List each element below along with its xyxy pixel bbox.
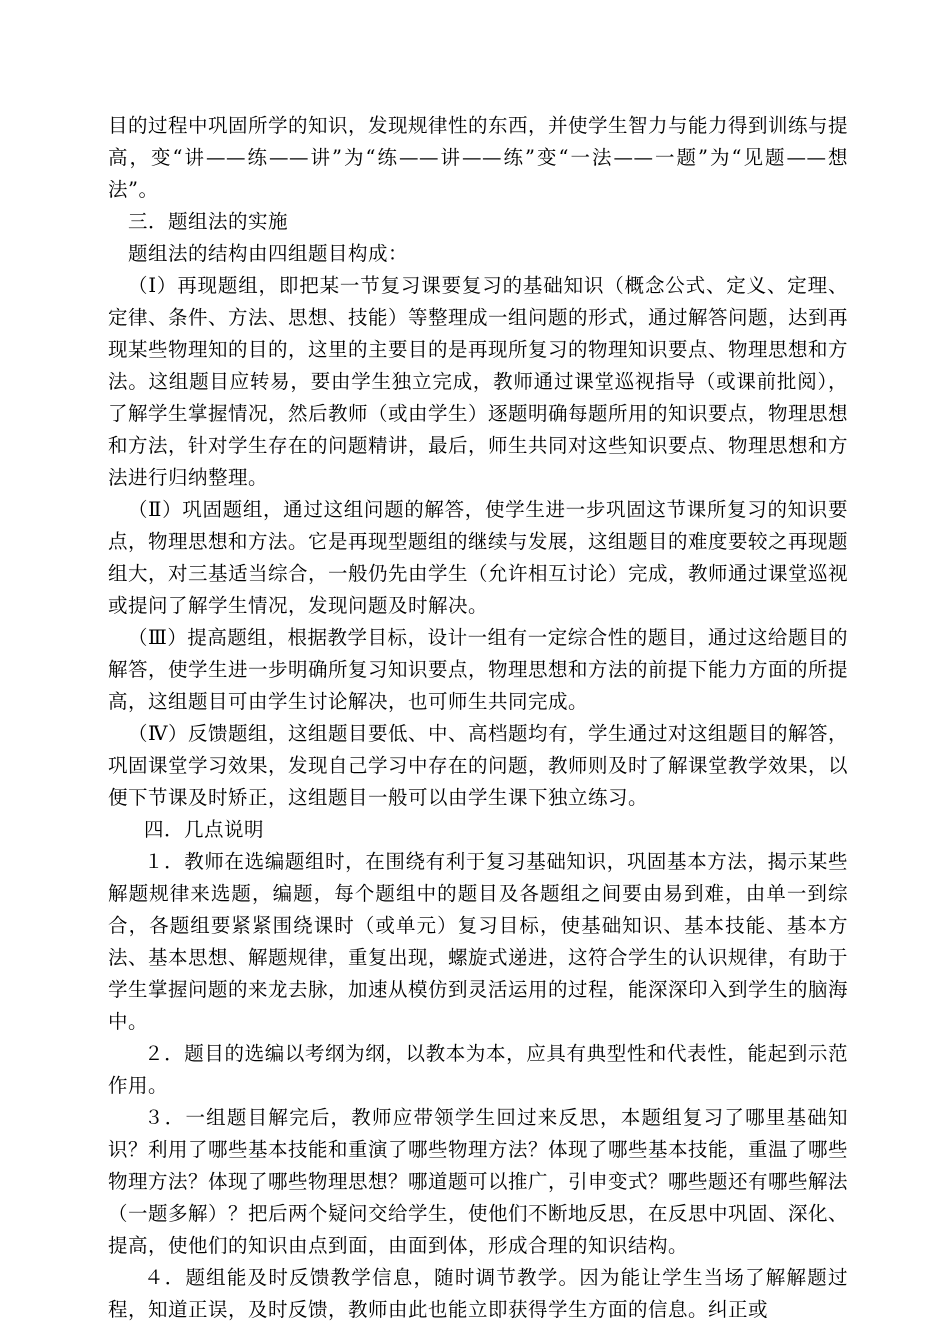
- paragraph-group-3: （Ⅲ）提高题组，根据教学目标，设计一组有一定综合性的题目，通过这给题目的解答，使学生进一步明确所复习知识要点，物理思想和方法的前提下能力方面的所提高，这组题目可由学生讨论解决，也可师生共同完成。: [108, 626, 849, 713]
- section-heading-implementation: 三．题组法的实施: [128, 210, 289, 233]
- section-heading-notes: 四．几点说明: [144, 818, 265, 841]
- document-body: [108, 110, 848, 1326]
- note-item-3: ３．一组题目解完后，教师应带领学生回过来反思，本题组复习了哪里基础知识？利用了哪些基本技能和重演了哪些物理方法？体现了哪些基本技能，重温了哪些物理方法？体现了哪些物理思想？哪道题可以推广，引申变式？哪些题还有哪些解法（一题多解）？把后两个疑问交给学生，使他们不断地反思，在反思中巩固、深化、提高，使他们的知识由点到面，由面到体，形成合理的知识结构。: [108, 1106, 849, 1257]
- paragraph-group-2: （Ⅱ）巩固题组，通过这组问题的解答，使学生进一步巩固这节课所复习的知识要点，物理思想和方法。它是再现型题组的继续与发展，这组题目的难度要较之再现题组大，对三基适当综合，一般仍先由学生（允许相互讨论）完成，教师通过课堂巡视或提问了解学生情况，发现问题及时解决。: [108, 498, 849, 617]
- paragraph-group-4: （Ⅳ）反馈题组，这组题目要低、中、高档题均有，学生通过对这组题目的解答，巩固课堂学习效果，发现自己学习中存在的问题，教师则及时了解课堂教学效果，以便下节课及时矫正，这组题目一般可以由学生课下独立练习。: [108, 722, 849, 809]
- paragraph-group-1: （Ⅰ）再现题组，即把某一节复习课要复习的基础知识（概念公式、定义、定理、定律、条件、方法、思想、技能）等整理成一组问题的形式，通过解答问题，达到再现某些物理知的目的，这里的主要目的是再现所复习的物理知识要点、物理思想和方法。这组题目应转易，要由学生独立完成，教师通过课堂巡视指导（或课前批阅），了解学生掌握情况，然后教师（或由学生）逐题明确每题所用的知识要点，物理思想和方法，针对学生存在的问题精讲，最后，师生共同对这些知识要点、物理思想和方法进行归纳整理。: [108, 274, 849, 489]
- note-item-1: １．教师在选编题组时，在围绕有利于复习基础知识，巩固基本方法，揭示某些解题规律来选题，编题，每个题组中的题目及各题组之间要由易到难，由单一到综合，各题组要紧紧围绕课时（或单元）复习目标，使基础知识、基本技能、基本方法、基本思想、解题规律，重复出现，螺旋式递进，这符合学生的认识规律，有助于学生掌握问题的来龙去脉，加速从模仿到灵活运用的过程，能深深印入到学生的脑海中。: [108, 850, 849, 1033]
- paragraph-continuation: 目的过程中巩固所学的知识，发现规律性的东西，并使学生智力与能力得到训练与提高，变“讲——练——讲”为“练——讲——练”变“一法——一题”为“见题——想法”。: [108, 114, 849, 201]
- note-item-4: ４．题组能及时反馈教学信息，随时调节教学。因为能让学生当场了解解题过程，知道正误，及时反馈，教师由此也能立即获得学生方面的信息。纠正或: [108, 1266, 848, 1321]
- paragraph-structure-intro: 题组法的结构由四组题目构成：: [128, 242, 409, 265]
- note-item-2: ２．题目的选编以考纲为纲，以教本为本，应具有典型性和代表性，能起到示范作用。: [108, 1042, 848, 1097]
